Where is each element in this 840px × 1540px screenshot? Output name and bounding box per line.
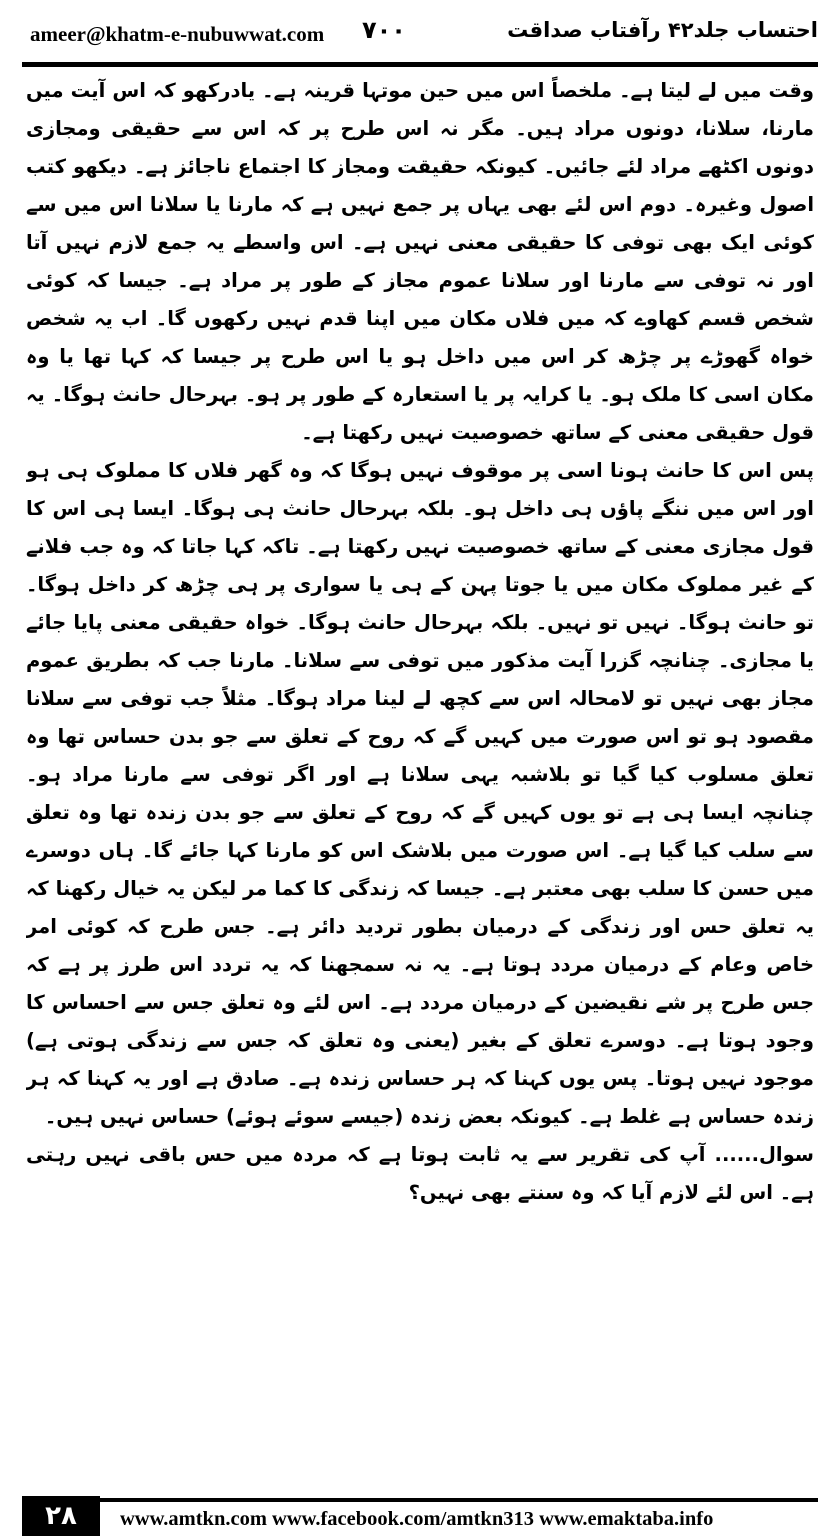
header-book-title: احتساب جلد۴۲ رآفتاب صداقت	[507, 18, 818, 42]
page-footer	[0, 1488, 840, 1540]
body-paragraph-question: سوال...... آپ کی تقریر سے یہ ثابت ہوتا ہے کہ مردہ میں حس باقی نہیں رہتی ہے۔ اس لئے لازم آیا کہ وہ سنتے بھی نہیں؟	[26, 1143, 814, 1204]
header-email: ameer@khatm-e-nubuwwat.com	[30, 22, 325, 46]
footer-page-number: ۲۸	[22, 1496, 100, 1536]
body-paragraph-2: پس اس کا حانث ہونا اسی پر موقوف نہیں ہوگا کہ وہ گھر فلاں کا مملوک ہی ہو اور اس میں ننگے پاؤں ہی داخل ہو۔ بلکہ بہرحال حانث ہی ہوگا۔ ایسا ہی اس کا قول مجازی معنی کے ساتھ خصوصیت نہیں رکھتا ہے۔ تاکہ کہا جاتا کہ وہ جب فلانے کے غیر مملوک مکان میں یا جوتا پہن کے ہی یا سواری پر ہی چڑھ کر داخل ہوگا۔ تو حانث ہوگا۔ نہیں تو نہیں۔ بلکہ بہرحال حانث ہوگا۔ خواہ حقیقی معنی پایا جائے یا مجازی۔ چنانچہ گزرا آیت مذکور میں توفی سے سلانا۔ مارنا جب کہ بطریق عموم مجاز بھی نہیں تو لامحالہ اس سے کچھ لے لینا مراد ہوگا۔ مثلاً جب توفی سے سلانا مقصود ہو تو اس صورت میں کہیں گے کہ روح کے تعلق سے جو بدن حساس تھا وہ تعلق مسلوب کیا گیا تو بلاشبہ یہی سلانا ہے اور اگر توفی سے مارنا مراد ہو۔ چنانچہ ایسا ہی ہے تو یوں کہیں گے کہ روح کے تعلق سے جو بدن زندہ تھا وہ تعلق سے سلب کیا گیا ہے۔ اس صورت میں بلاشک اس کو مارنا کہا جائے گا۔ ہاں دوسرے میں حسن کا سلب بھی معتبر ہے۔ جیسا کہ زندگی کا کما مر لیکن یہ خیال رکھنا کہ یہ تعلق حس اور زندگی کے درمیان بطور تردید دائر ہے۔ جس طرح کہ کوئی امر خاص وعام کے درمیان مردد ہوتا ہے۔ یہ نہ سمجھنا کہ یہ تردد اس طرز پر ہے کہ جس طرح پر شے نقیضین کے درمیان مردد ہے۔ اس لئے وہ تعلق جس سے احساس کا وجود ہوتا ہے۔ دوسرے تعلق کے بغیر (یعنی وہ تعلق کہ جس سے زندگی ہوتی ہے) موجود نہیں ہوتا۔ پس یوں کہنا کہ ہر حساس زندہ ہے۔ صادق ہے اور یہ کہنا کہ ہر زندہ حساس ہے غلط ہے۔ کیونکہ بعض زندہ (جیسے سوئے ہوئے) حساس نہیں ہیں۔	[26, 459, 814, 1128]
footer-urls: www.amtkn.com www.facebook.com/amtkn313 www.emaktaba.info	[120, 1508, 714, 1530]
header-page-number: ۷۰۰	[362, 16, 406, 44]
page-body	[26, 72, 814, 1472]
header-rule	[22, 62, 818, 67]
page-header	[0, 0, 840, 62]
body-paragraph-1: وقت میں لے لیتا ہے۔ ملخصاً اس میں حین موتہا قرینہ ہے۔ یادرکھو کہ اس آیت میں مارنا، سلانا، دونوں مراد ہیں۔ مگر نہ اس طرح پر کہ اس سے حقیقی ومجازی دونوں اکٹھے مراد لئے جائیں۔ کیونکہ حقیقت ومجاز کا اجتماع ناجائز ہے۔ دیکھو کتب اصول وغیرہ۔ دوم اس لئے بھی یہاں پر جمع نہیں ہے کہ مارنا یا سلانا اس میں سے کوئی ایک بھی توفی کا حقیقی معنی نہیں ہے۔ اس واسطے یہ جمع لازم نہیں آتا اور نہ توفی سے مارنا اور سلانا عموم مجاز کے طور پر مراد ہے۔ جیسا کہ کوئی شخص قسم کھاوے کہ میں فلاں مکان میں اپنا قدم نہیں رکھوں گا۔ اب یہ شخص خواہ گھوڑے پر چڑھ کر اس میں داخل ہو یا اس طرح پر جیسا کہ کہا تھا یا وہ مکان اسی کا ملک ہو۔ یا کرایہ پر یا استعارہ کے طور پر ہو۔ بہرحال حانث ہوگا۔ یہ قول حقیقی معنی کے ساتھ خصوصیت نہیں رکھتا ہے۔	[26, 79, 814, 444]
